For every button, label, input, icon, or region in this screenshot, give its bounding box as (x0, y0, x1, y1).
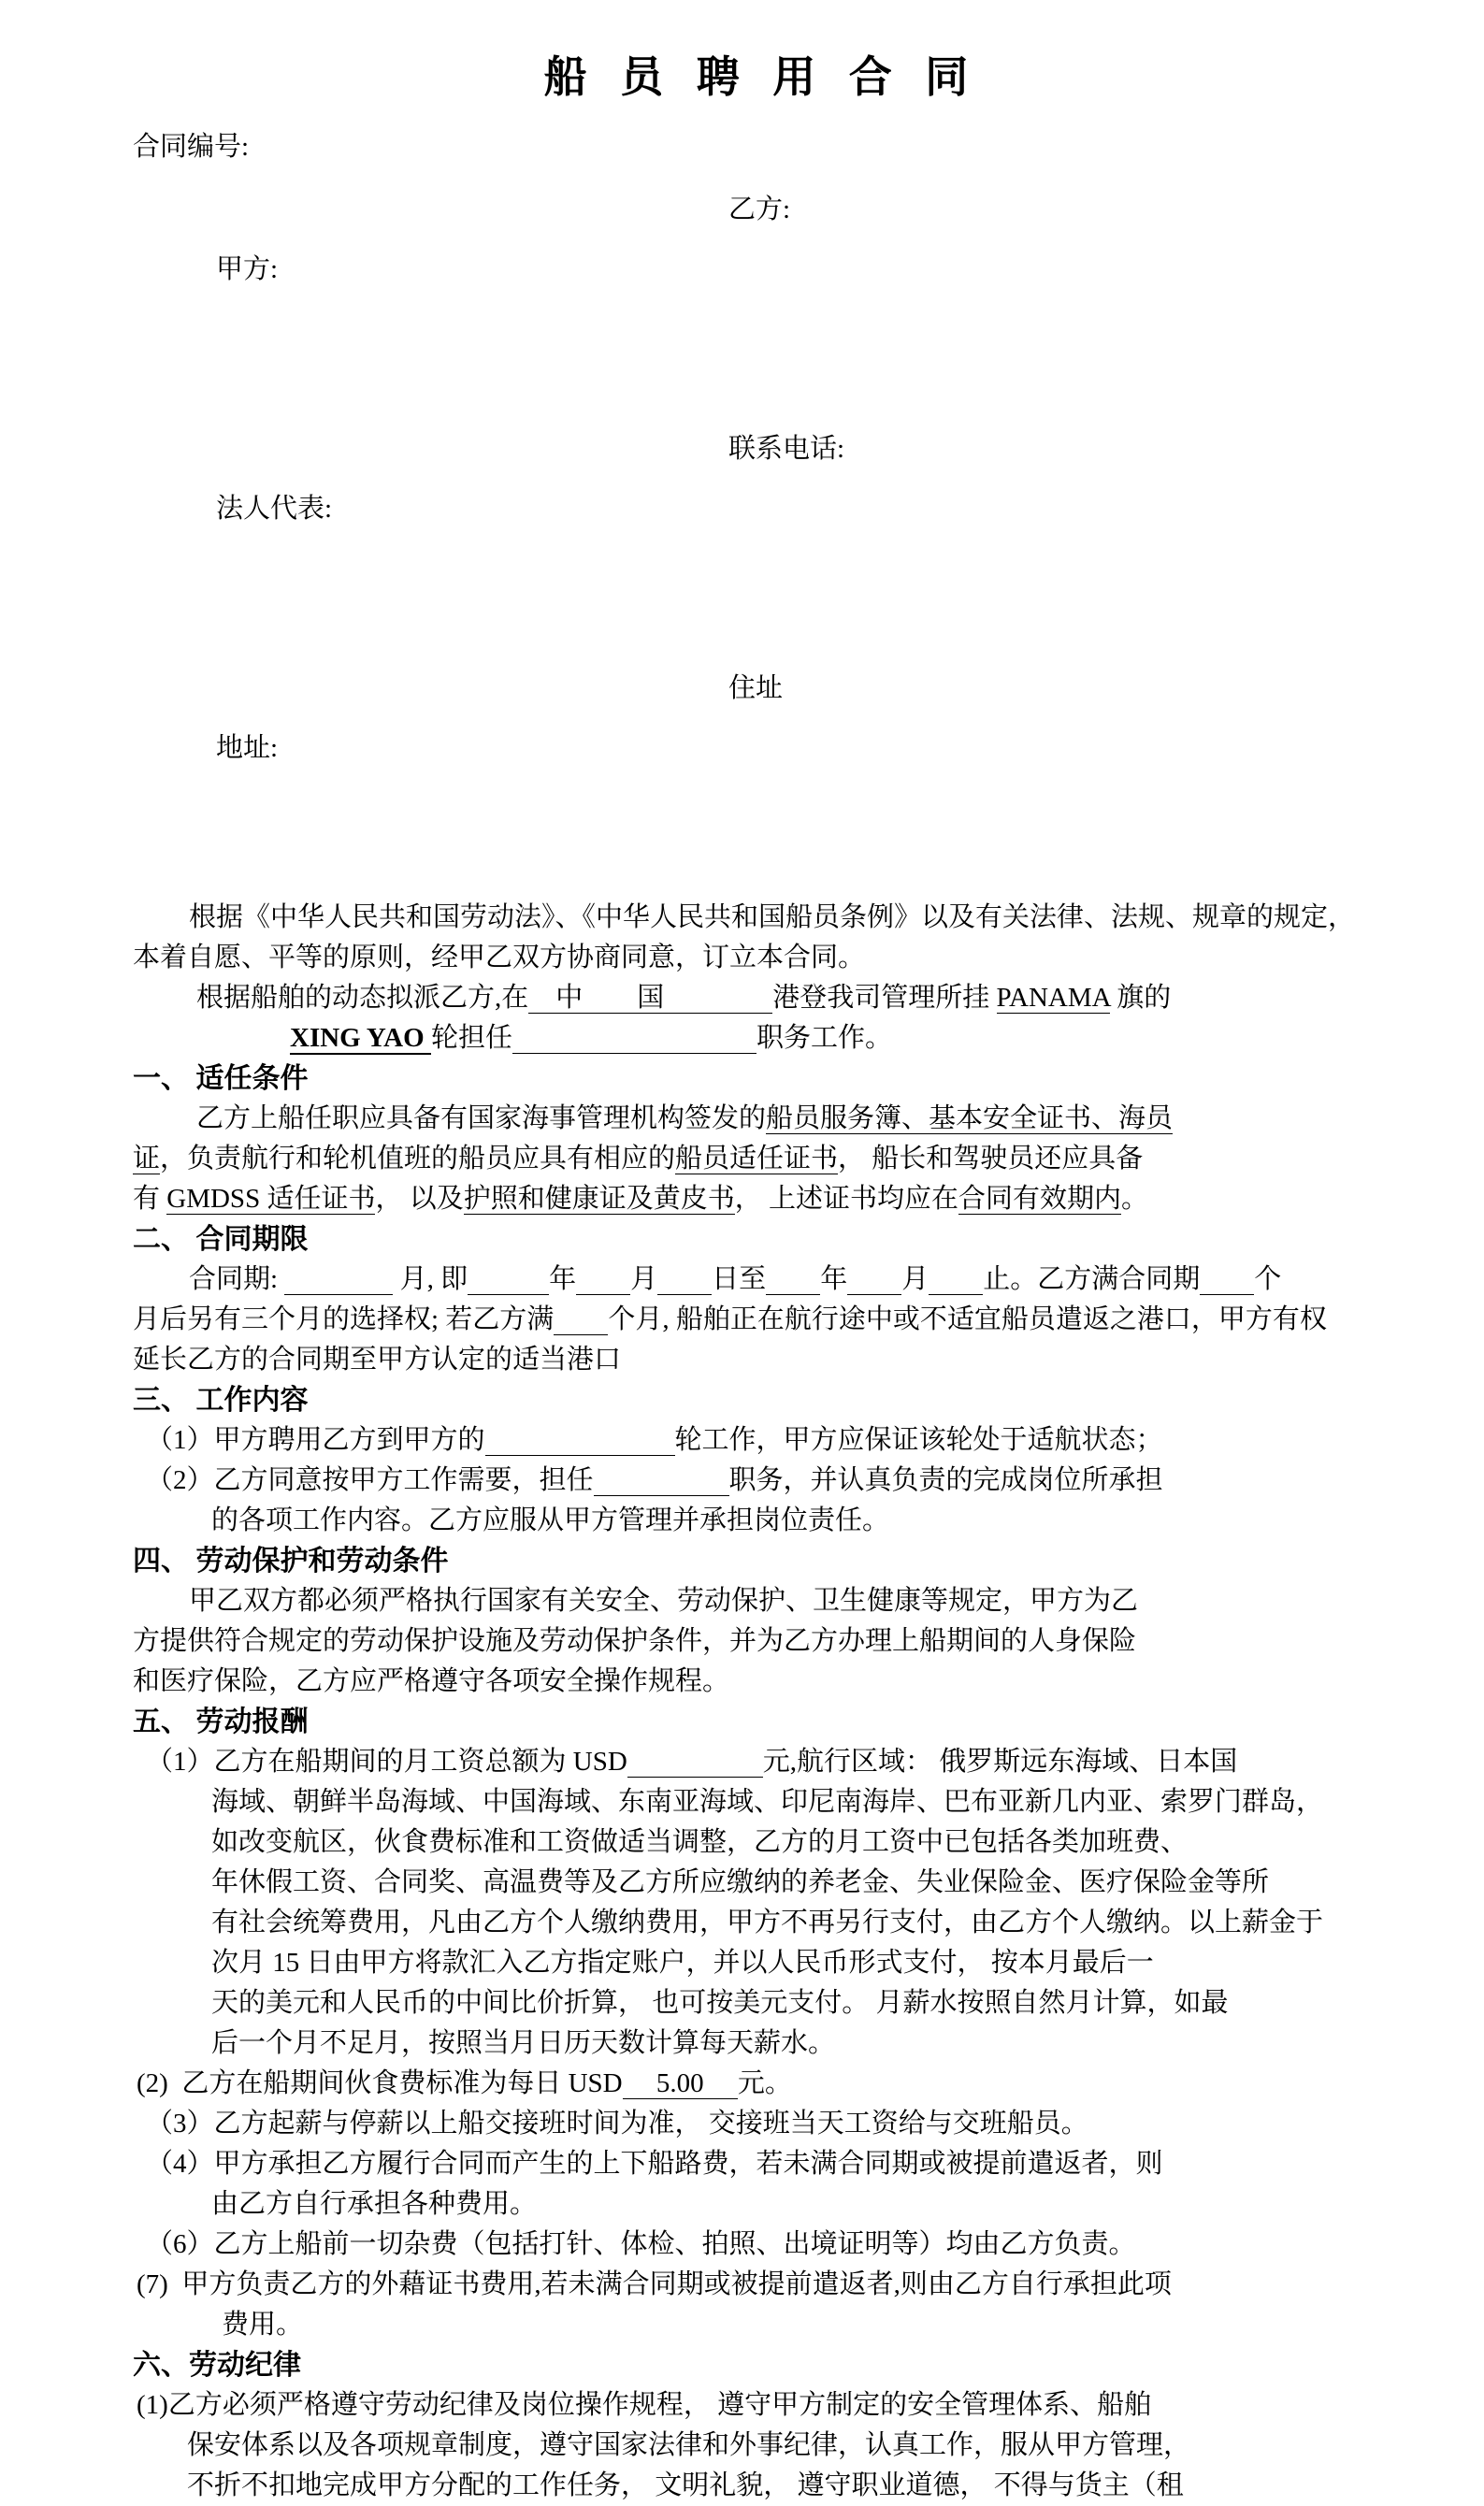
list-item (137, 2064, 1390, 2104)
text-segment (284, 1264, 393, 1295)
text-segment: 元。 (737, 2068, 792, 2099)
text-segment: 月 (630, 1264, 658, 1295)
text-segment: 轮担任 (430, 1023, 512, 1054)
text-segment: (2) 乙方在船期间伙食费标准为每日 USD (137, 2068, 623, 2099)
list-item (146, 2144, 1390, 2184)
text-line (211, 1983, 1390, 2024)
text-line (133, 1621, 1390, 1662)
contact-phone-label: 联系电话: (728, 434, 845, 465)
text-segment: 旗的 (1109, 983, 1172, 1014)
text-segment: 个 (1254, 1264, 1282, 1295)
header-row-parties (133, 180, 1390, 419)
document-title: 船 员 聘 用 合 同 (543, 53, 980, 101)
text-line (222, 2305, 1390, 2345)
text-line (133, 1340, 1390, 1380)
text-segment: 日至 (712, 1264, 767, 1295)
text-segment: 年休假工资、合同奖、高温费等及乙方所应缴纳的养老金、失业保险金、医疗保险金等所 (211, 1867, 1270, 1898)
list-item (137, 2385, 1390, 2426)
text-line (189, 1581, 1390, 1621)
text-line (133, 1662, 1390, 1702)
party-b-label: 乙方: (728, 194, 791, 225)
text-segment: 后一个月不足月，按照当月日历天数计算每天薪水。 (211, 2028, 836, 2059)
party-a-label: 甲方: (216, 254, 279, 285)
text-segment: 港登我司管理所挂 (772, 983, 997, 1014)
text-segment: 保安体系以及各项规章制度，遵守国家法律和外事纪律，认真工作，服从甲方管理， (187, 2430, 1191, 2461)
text-segment: 六、劳动纪律 (133, 2350, 301, 2382)
text-segment: 轮工作，甲方应保证该轮处于适航状态； (674, 1425, 1163, 1456)
text-segment (766, 1264, 820, 1295)
text-line (211, 1822, 1390, 1863)
text-segment (554, 1304, 608, 1335)
text-segment: 根据《中华人民共和国劳动法》、《中华人民共和国船员条例》以及有关法律、法规、规章的规定， (189, 902, 1356, 933)
text-segment: （1）甲方聘用乙方到甲方的 (146, 1425, 485, 1456)
text-segment (1200, 1264, 1254, 1295)
section-heading-qualifications (133, 1059, 1390, 1099)
text-segment (657, 1264, 712, 1295)
text-segment: GMDSS 适任证书 (166, 1184, 376, 1215)
text-segment: 的各项工作内容。乙方应服从甲方管理并承担岗位责任。 (211, 1505, 890, 1536)
list-item (146, 1461, 1390, 1501)
preamble-line (133, 938, 1390, 978)
text-segment: 船员服务簿、基本安全证书、海员 (766, 1103, 1174, 1134)
list-item (146, 1420, 1390, 1461)
text-segment: 四、 劳动保护和劳动条件 (133, 1546, 449, 1577)
text-segment: 和医疗保险，乙方应严格遵守各项安全操作规程。 (133, 1666, 730, 1697)
text-line (211, 1782, 1390, 1822)
section-heading-labor-remuneration (133, 1702, 1390, 1742)
section-heading-labor-protection (133, 1541, 1390, 1581)
text-segment: （4）甲方承担乙方履行合同而产生的上下船路费，若未满合同期或被提前遣返者，则 (146, 2149, 1163, 2180)
text-segment: 三、 工作内容 (133, 1385, 309, 1417)
text-line (133, 1139, 1390, 1179)
list-item (137, 2265, 1390, 2305)
text-segment (576, 1264, 630, 1295)
text-line (187, 2426, 1390, 2466)
text-segment: 年 (549, 1264, 577, 1295)
text-segment (485, 1425, 675, 1456)
text-segment: 年 (820, 1264, 848, 1295)
header-row-representative (133, 419, 1390, 658)
text-segment: 月, 即 (393, 1264, 468, 1295)
text-segment: 天的美元和人民币的中间比价折算， 也可按美元支付。 月薪水按照自然月计算，如最 (211, 1988, 1229, 2019)
text-segment: （2）乙方同意按甲方工作需要，担任 (146, 1465, 594, 1496)
text-line (211, 2184, 1390, 2225)
text-segment: 个月, 船舶正在航行途中或不适宜船员遣返之港口，甲方有权 (608, 1304, 1327, 1335)
text-segment: 5.00 (622, 2068, 738, 2099)
text-line (133, 1179, 1390, 1219)
text-segment: 由乙方自行承担各种费用。 (211, 2189, 538, 2220)
text-segment: 合同期: (189, 1264, 285, 1295)
text-segment: 月后另有三个月的选择权; 若乙方满 (133, 1304, 555, 1335)
text-segment: （1）乙方在船期间的月工资总额为 USD (146, 1747, 627, 1778)
text-line (187, 2466, 1390, 2506)
text-line (196, 1099, 1390, 1139)
list-item (146, 2104, 1390, 2144)
text-segment (847, 1264, 901, 1295)
text-segment: 。 (1121, 1184, 1149, 1215)
text-segment: 费用。 (222, 2310, 304, 2340)
text-segment (929, 1264, 983, 1295)
text-segment: （6）乙方上船前一切杂费（包括打针、体检、拍照、出境证明等）均由乙方负责。 (146, 2229, 1136, 2260)
text-line (211, 1943, 1390, 1983)
text-segment: 职务工作。 (756, 1023, 892, 1054)
contract-number-label: 合同编号: (133, 132, 250, 163)
contract-term-line (189, 1260, 1390, 1300)
ship-assignment-line (290, 1018, 1390, 1059)
text-segment: 如改变航区，伙食费标准和工资做适当调整，乙方的月工资中已包括各类加班费、 (211, 1827, 1189, 1858)
ship-assignment-line (196, 978, 1390, 1018)
text-segment: 二、 合同期限 (133, 1224, 309, 1256)
text-line (211, 1903, 1390, 1943)
text-segment (512, 1023, 756, 1054)
text-line (211, 1501, 1390, 1541)
text-segment: 有社会统筹费用，凡由乙方个人缴纳费用，甲方不再另行支付，由乙方个人缴纳。以上薪金于 (211, 1908, 1324, 1938)
text-segment: 五、 劳动报酬 (133, 1707, 309, 1738)
text-segment: 乙方上船任职应具备有国家海事管理机构签发的 (196, 1103, 767, 1134)
text-segment: 海域、朝鲜半岛海域、中国海域、东南亚海域、印尼南海岸、巴布亚新几内亚、索罗门群岛， (211, 1787, 1324, 1818)
section-heading-labor-discipline (133, 2345, 1390, 2385)
text-segment: 护照和健康证及黄皮书 (463, 1184, 735, 1215)
text-segment: 证 (133, 1144, 161, 1174)
text-segment: PANAMA (996, 983, 1110, 1014)
text-segment: 延长乙方的合同期至甲方认定的适当港口 (133, 1345, 622, 1375)
header-row-address (133, 658, 1390, 898)
text-segment: 有 (133, 1184, 167, 1215)
list-item (146, 1742, 1390, 1782)
text-segment: 本着自愿、平等的原则，经甲乙双方协商同意，订立本合同。 (133, 943, 866, 973)
text-segment: 合同有效期内 (958, 1184, 1122, 1215)
text-segment: (7) 甲方负责乙方的外藉证书费用,若未满合同期或被提前遣返者,则由乙方自行承担此项 (137, 2269, 1172, 2300)
list-item (146, 2225, 1390, 2265)
text-segment: 职务，并认真负责的完成岗位所承担 (728, 1465, 1163, 1496)
text-segment: 次月 15 日由甲方将款汇入乙方指定账户，并以人民币形式支付， 按本月最后一 (211, 1948, 1154, 1979)
text-segment: （3）乙方起薪与停薪以上船交接班时间为准， 交接班当天工资给与交班船员。 (146, 2109, 1088, 2139)
text-segment: 不折不扣地完成甲方分配的工作任务， 文明礼貌， 遵守职业道德， 不得与货主（租 (187, 2470, 1184, 2501)
section-heading-contract-term (133, 1219, 1390, 1260)
text-line (211, 1863, 1390, 1903)
text-segment (468, 1264, 549, 1295)
text-segment: ， 船长和驾驶员还应具备 (838, 1144, 1144, 1174)
text-segment: 甲乙双方都必须严格执行国家有关安全、劳动保护、卫生健康等规定，甲方为乙 (189, 1586, 1139, 1617)
section-heading-work-content (133, 1380, 1390, 1420)
text-line (133, 1300, 1390, 1340)
text-segment: (1)乙方必须严格遵守劳动纪律及岗位操作规程， 遵守甲方制定的安全管理体系、船舶 (137, 2390, 1152, 2421)
text-segment: 船员适任证书 (675, 1144, 839, 1174)
text-segment: 元,航行区域： 俄罗斯远东海域、日本国 (762, 1747, 1238, 1778)
legal-representative-label: 法人代表: (216, 494, 333, 525)
text-segment (627, 1747, 763, 1778)
text-segment: ， 以及 (375, 1184, 464, 1215)
text-segment: 一、 适任条件 (133, 1063, 309, 1095)
text-segment: 方提供符合规定的劳动保护设施及劳动保护条件，并为乙方办理上船期间的人身保险 (133, 1626, 1137, 1657)
text-segment: 月 (901, 1264, 929, 1295)
text-segment: XING YAO (290, 1023, 431, 1054)
residence-label: 住址 (728, 673, 784, 704)
preamble-line (189, 898, 1390, 938)
address-label: 地址: (216, 733, 279, 764)
text-segment: 止。乙方满合同期 (983, 1264, 1201, 1295)
text-segment (594, 1465, 729, 1496)
text-segment: ， 上述证书均应在 (734, 1184, 958, 1215)
text-segment: 中 国 (528, 983, 773, 1014)
text-segment: ，负责航行和轮机值班的船员应具有相应的 (160, 1144, 676, 1174)
text-line (211, 2024, 1390, 2064)
text-segment: 根据船舶的动态拟派乙方,在 (196, 983, 529, 1014)
